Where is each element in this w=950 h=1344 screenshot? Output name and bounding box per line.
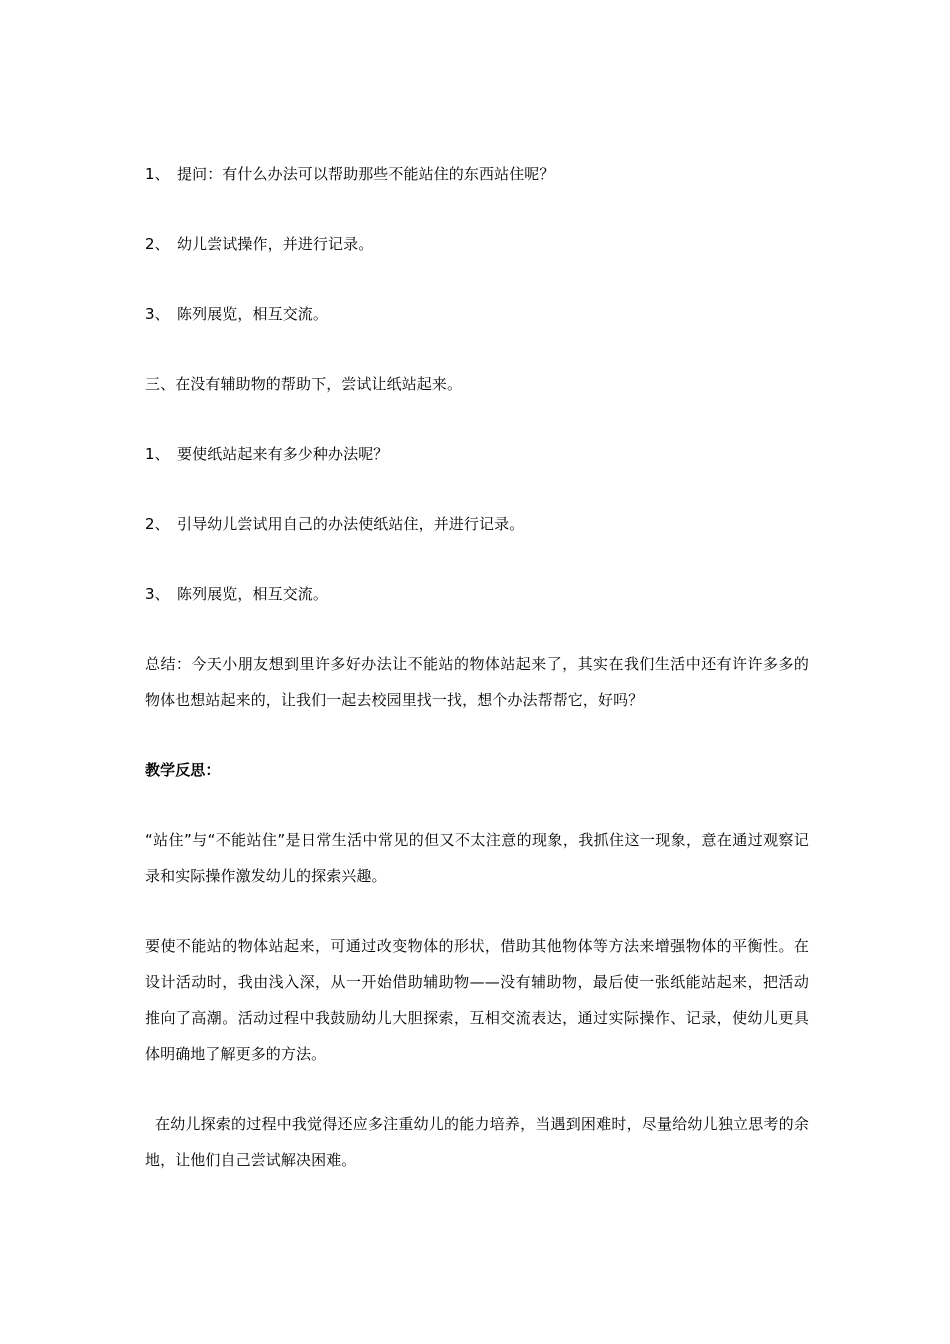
item-text: 幼儿尝试操作，并进行记录。 — [177, 235, 374, 253]
item-number: 1、 — [145, 445, 170, 463]
section-title: 三、在没有辅助物的帮助下，尝试让纸站起来。 — [145, 375, 463, 393]
item-text: 要使纸站起来有多少种办法呢？ — [177, 445, 389, 463]
item-number: 3、 — [145, 305, 170, 323]
list-item — [145, 506, 809, 542]
item-text: 陈列展览，相互交流。 — [177, 305, 329, 323]
item-text: 陈列展览，相互交流。 — [177, 585, 329, 603]
item-number: 1、 — [145, 165, 170, 183]
reflection-paragraph: “站住”与“不能站住”是日常生活中常见的但又不太注意的现象，我抓住这一现象，意在通过观察记录和实际操作激发幼儿的探索兴趣。 — [145, 831, 809, 885]
reflection-heading: 教学反思： — [145, 761, 221, 779]
list-item — [145, 296, 809, 332]
item-number: 2、 — [145, 235, 170, 253]
reflection-paragraph: 要使不能站的物体站起来，可通过改变物体的形状，借助其他物体等方法来增强物体的平衡性。在设计活动时，我由浅入深，从一开始借助辅助物——没有辅助物，最后使一张纸能站起来，把活动推向了高潮。活动过程中我鼓励幼儿大胆探索，互相交流表达，通过实际操作、记录，使幼儿更具体明确地了解更多的方法。 — [145, 937, 809, 1063]
reflection-paragraph: 在幼儿探索的过程中我觉得还应多注重幼儿的能力培养，当遇到困难时，尽量给幼儿独立思考的余地，让他们自己尝试解决困难。 — [145, 1115, 809, 1169]
item-number: 2、 — [145, 515, 170, 533]
item-number: 3、 — [145, 585, 170, 603]
item-text: 提问：有什么办法可以帮助那些不能站住的东西站住呢？ — [177, 165, 555, 183]
list-item — [145, 436, 809, 472]
document-body — [145, 156, 809, 1178]
item-text: 引导幼儿尝试用自己的办法使纸站住，并进行记录。 — [177, 515, 525, 533]
list-item — [145, 156, 809, 192]
summary-paragraph: 总结：今天小朋友想到里许多好办法让不能站的物体站起来了，其实在我们生活中还有许许多多的物体也想站起来的，让我们一起去校园里找一找，想个办法帮帮它，好吗？ — [145, 655, 809, 709]
list-item — [145, 226, 809, 262]
list-item — [145, 576, 809, 612]
